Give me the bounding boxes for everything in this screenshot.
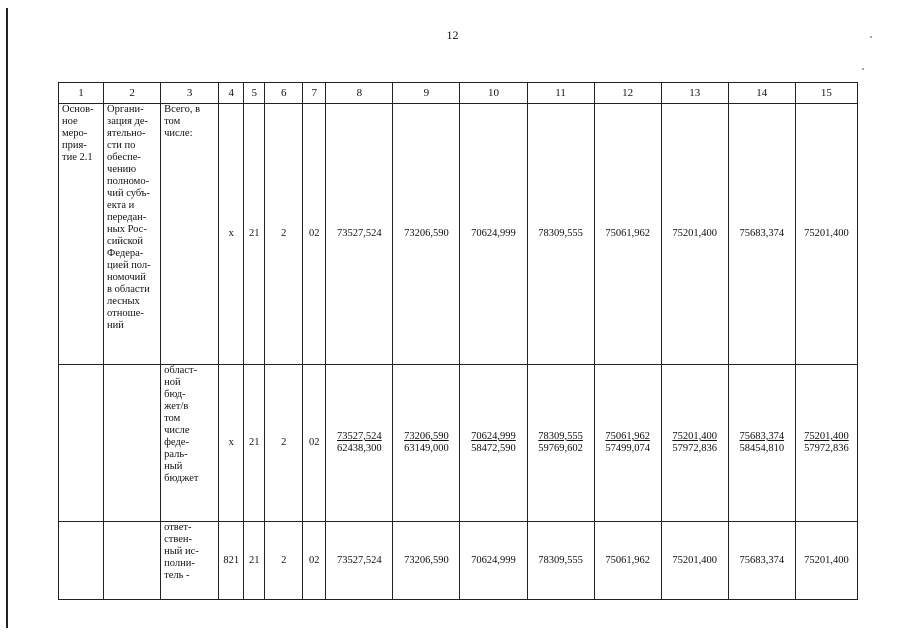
table-row (59, 104, 858, 365)
col-header: 4 (219, 83, 244, 104)
cell-text-line: Органи- (107, 104, 144, 115)
col-header: 7 (303, 83, 326, 104)
amount-cell: 70624,999 (460, 522, 527, 600)
cell-text-line: зация де- (107, 116, 149, 127)
amount-cell: 73527,524 (326, 522, 393, 600)
col-header: 5 (244, 83, 265, 104)
scan-speck (862, 68, 864, 70)
table-row (59, 522, 858, 600)
amount-cell (527, 365, 594, 522)
cell-text-line: бюд- (164, 389, 186, 400)
col-header: 9 (393, 83, 460, 104)
cell-text-line: лесных (107, 296, 140, 307)
cell-text-line: тие 2.1 (62, 152, 93, 163)
cell-text-line: бюджет (164, 473, 199, 484)
amount-total: 78309,555 (538, 431, 583, 442)
col-header: 10 (460, 83, 527, 104)
code-cell: 821 (219, 522, 244, 600)
empty-cell (104, 365, 161, 522)
amount-cell: 78309,555 (527, 104, 594, 365)
cell-text-line: екта и (107, 200, 135, 211)
empty-cell (59, 522, 104, 600)
col-header: 12 (594, 83, 661, 104)
cell-text-line: полномо- (107, 176, 150, 187)
col-header: 13 (661, 83, 728, 104)
cell-text-line: Основ- (62, 104, 94, 115)
col-header: 8 (326, 83, 393, 104)
amount-federal: 57972,836 (672, 443, 718, 454)
amount-total: 75201,400 (672, 431, 718, 442)
cell-text-line: чению (107, 164, 137, 175)
cell-text-line: Федера- (107, 248, 144, 259)
empty-cell (59, 365, 104, 522)
cell-text-line: ное (62, 116, 78, 127)
amount-cell: 75061,962 (594, 522, 661, 600)
code-cell: 02 (303, 522, 326, 600)
cell-text-line: цией пол- (107, 260, 151, 271)
code-cell: x (219, 104, 244, 365)
amount-federal: 57972,836 (804, 443, 849, 454)
cell-text-line: числе: (164, 128, 193, 139)
col-header: 11 (527, 83, 594, 104)
cell-text-line: ный ис- (164, 546, 199, 557)
amount-cell: 75683,374 (728, 104, 795, 365)
activity-description-cell (104, 104, 161, 365)
col-header: 2 (104, 83, 161, 104)
amount-cell: 75683,374 (728, 522, 795, 600)
code-cell: 2 (265, 104, 303, 365)
amount-total: 73527,524 (337, 431, 382, 442)
cell-text-line: ответ- (164, 522, 192, 533)
funding-source-cell (161, 365, 219, 522)
funding-source-cell (161, 104, 219, 365)
amount-cell: 75061,962 (594, 104, 661, 365)
amount-total: 73206,590 (404, 431, 449, 442)
col-header: 6 (265, 83, 303, 104)
cell-text-line: област- (164, 365, 198, 376)
amount-cell (326, 365, 393, 522)
amount-federal: 63149,000 (404, 443, 449, 454)
amount-cell: 73206,590 (393, 104, 460, 365)
col-header: 1 (59, 83, 104, 104)
amount-cell: 73527,524 (326, 104, 393, 365)
amount-total: 75683,374 (739, 431, 785, 442)
col-header: 15 (795, 83, 857, 104)
cell-text-line: прия- (62, 140, 87, 151)
amount-cell (393, 365, 460, 522)
cell-text-line: жет/в (164, 401, 189, 412)
amount-cell (661, 365, 728, 522)
amount-federal: 58454,810 (739, 443, 785, 454)
col-header: 3 (161, 83, 219, 104)
cell-text-line: чий субъ- (107, 188, 150, 199)
code-cell: x (219, 365, 244, 522)
col-header: 14 (728, 83, 795, 104)
amount-cell: 70624,999 (460, 104, 527, 365)
budget-table (58, 82, 858, 600)
scan-speck (870, 36, 872, 38)
amount-cell (795, 365, 857, 522)
cell-text-line: обеспе- (107, 152, 141, 163)
amount-federal: 62438,300 (337, 443, 382, 454)
cell-text-line: тель - (164, 570, 190, 581)
page-number: 12 (446, 28, 459, 42)
cell-text-line: ятельно- (107, 128, 146, 139)
amount-total: 75061,962 (605, 431, 650, 442)
cell-text-line: ствен- (164, 534, 193, 545)
cell-text-line: числе (164, 425, 190, 436)
amount-federal: 59769,602 (538, 443, 583, 454)
empty-cell (104, 522, 161, 600)
header-row (59, 83, 858, 104)
cell-text-line: сти по (107, 140, 136, 151)
cell-text-line: передан- (107, 212, 147, 223)
amount-cell (460, 365, 527, 522)
cell-text-line: Всего, в (164, 104, 201, 115)
cell-text-line: раль- (164, 449, 188, 460)
code-cell: 02 (303, 104, 326, 365)
amount-cell: 73206,590 (393, 522, 460, 600)
amount-cell (728, 365, 795, 522)
cell-text-line: номочий (107, 272, 146, 283)
amount-total: 75201,400 (804, 431, 849, 442)
code-cell: 2 (265, 365, 303, 522)
code-cell: 21 (244, 365, 265, 522)
amount-cell: 75201,400 (661, 104, 728, 365)
funding-source-cell (161, 522, 219, 600)
cell-text-line: ний (107, 320, 124, 331)
cell-text-line: в области (107, 284, 150, 295)
cell-text-line: феде- (164, 437, 189, 448)
amount-cell (594, 365, 661, 522)
amount-federal: 57499,074 (605, 443, 650, 454)
activity-name-cell (59, 104, 104, 365)
amount-total: 70624,999 (471, 431, 516, 442)
cell-text-line: полни- (164, 558, 195, 569)
cell-text-line: том (164, 413, 181, 424)
code-cell: 21 (244, 522, 265, 600)
amount-cell: 75201,400 (795, 522, 857, 600)
amount-cell: 75201,400 (795, 104, 857, 365)
cell-text-line: том (164, 116, 181, 127)
code-cell: 02 (303, 365, 326, 522)
amount-federal: 58472,590 (471, 443, 516, 454)
amount-cell: 78309,555 (527, 522, 594, 600)
cell-text-line: ной (164, 377, 181, 388)
cell-text-line: меро- (62, 128, 88, 139)
amount-cell: 75201,400 (661, 522, 728, 600)
cell-text-line: ных Рос- (107, 224, 147, 235)
cell-text-line: сийской (107, 236, 144, 247)
table-row (59, 365, 858, 522)
code-cell: 21 (244, 104, 265, 365)
cell-text-line: ный (164, 461, 183, 472)
cell-text-line: отноше- (107, 308, 144, 319)
page-edge-line (6, 8, 8, 628)
code-cell: 2 (265, 522, 303, 600)
